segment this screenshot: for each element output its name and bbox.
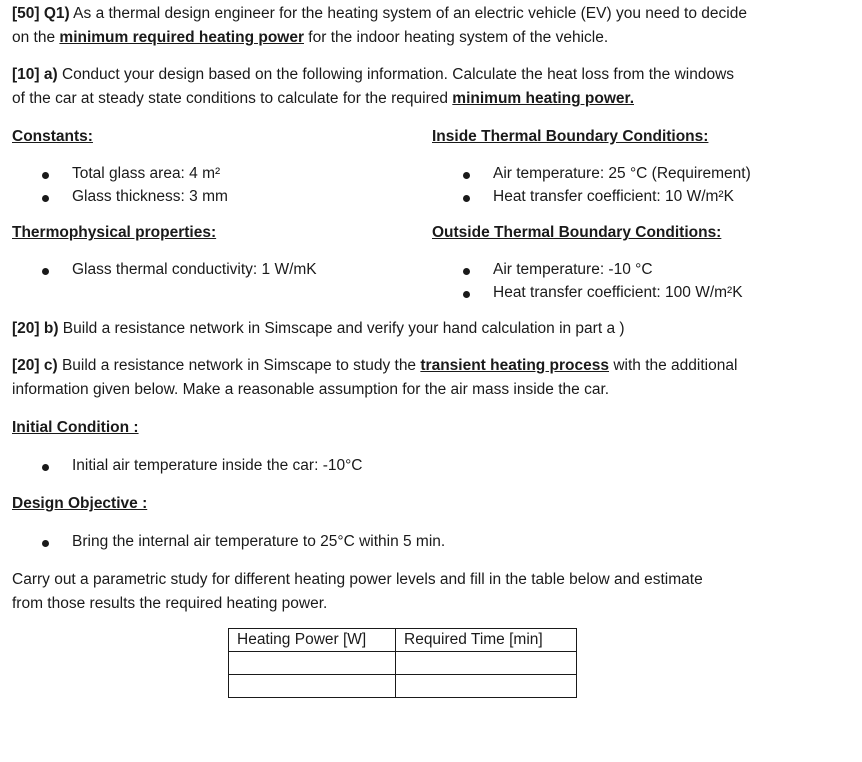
question-1-marks: [50] Q1): [12, 5, 70, 22]
bullet-icon: [463, 195, 470, 202]
parametric-line-1: Carry out a parametric study for different heating power levels and fill in the table below and estimate: [12, 571, 703, 588]
outside-item-text: Heat transfer coefficient: 100 W/m²K: [493, 284, 743, 301]
table-header-row: [229, 629, 577, 652]
table-row: [229, 652, 577, 675]
part-c-marks: [20] c): [12, 357, 58, 374]
bullet-icon: [42, 195, 49, 202]
bullet-icon: [463, 291, 470, 298]
part-c-line-2: information given below. Make a reasonable assumption for the air mass inside the car.: [12, 381, 610, 398]
part-c-text-post: with the additional: [609, 357, 738, 374]
initial-item-temperature: [72, 457, 363, 475]
inside-item-text: Heat transfer coefficient: 10 W/m²K: [493, 188, 734, 205]
outside-item-air-temperature: [493, 261, 653, 279]
question-1-text-pre: on the: [12, 29, 60, 46]
table-cell-heating-power[interactable]: [229, 675, 396, 698]
constants-heading: Constants:: [12, 128, 93, 145]
thermophysical-heading: Thermophysical properties:: [12, 224, 217, 241]
part-a-text: Conduct your design based on the following information. Calculate the heat loss from the windows: [57, 66, 735, 83]
table-cell-required-time[interactable]: [396, 652, 577, 675]
bullet-icon: [463, 172, 470, 179]
part-c-line-1: [12, 357, 737, 375]
constants-item-text: Glass thickness: 3 mm: [72, 188, 228, 205]
part-b-marks: [20] b): [12, 320, 59, 337]
inside-item-heat-transfer: [493, 188, 734, 206]
bullet-icon: [42, 464, 49, 471]
question-1-intro-line-2: [12, 29, 608, 47]
outside-conditions-heading: Outside Thermal Boundary Conditions:: [432, 224, 722, 241]
table-header-heating-power: Heating Power [W]: [229, 629, 396, 652]
inside-item-text: Air temperature: 25 °C (Requirement): [493, 165, 751, 182]
initial-item-text: Initial air temperature inside the car: -10°C: [72, 457, 363, 474]
constants-item-text: Total glass area: 4 m²: [72, 165, 221, 182]
part-b-line: [12, 320, 625, 338]
table-cell-required-time[interactable]: [396, 675, 577, 698]
question-1-text-post: for the indoor heating system of the vehicle.: [304, 29, 609, 46]
bullet-icon: [42, 540, 49, 547]
objective-item-text: Bring the internal air temperature to 25°C within 5 min.: [72, 533, 446, 550]
thermophysical-item-text: Glass thermal conductivity: 1 W/mK: [72, 261, 317, 278]
thermophysical-item-conductivity: [72, 261, 317, 279]
inside-conditions-heading: Inside Thermal Boundary Conditions:: [432, 128, 709, 145]
part-a-marks: [10] a): [12, 66, 58, 83]
bullet-icon: [42, 172, 49, 179]
part-a-line-2: [12, 90, 634, 108]
question-1-text: As a thermal design engineer for the heating system of an electric vehicle (EV) you need to decide: [69, 5, 747, 22]
inside-item-air-temperature: [493, 165, 751, 183]
constants-item-glass-area: [72, 165, 220, 183]
part-c-text-pre: Build a resistance network in Simscape to study the: [57, 357, 421, 374]
design-objective-heading: Design Objective :: [12, 495, 148, 512]
outside-item-heat-transfer: [493, 284, 743, 302]
part-a-text-pre: of the car at steady state conditions to calculate for the required: [12, 90, 453, 107]
initial-condition-heading: Initial Condition :: [12, 419, 139, 436]
part-a-emphasis: minimum heating power.: [452, 90, 635, 107]
table-header-required-time: Required Time [min]: [396, 629, 577, 652]
constants-item-glass-thickness: [72, 188, 228, 206]
table-cell-heating-power[interactable]: [229, 652, 396, 675]
objective-item: [72, 533, 445, 551]
question-1-intro-line-1: [12, 5, 747, 23]
table-row: [229, 675, 577, 698]
parametric-line-2: from those results the required heating power.: [12, 595, 328, 612]
transient-heating-emphasis: transient heating process: [420, 357, 610, 374]
part-a-line-1: [12, 66, 734, 84]
bullet-icon: [463, 268, 470, 275]
minimum-heating-power-emphasis: minimum required heating power: [59, 29, 304, 46]
part-b-text: Build a resistance network in Simscape and verify your hand calculation in part a ): [58, 320, 625, 337]
outside-item-text: Air temperature: -10 °C: [493, 261, 653, 278]
bullet-icon: [42, 268, 49, 275]
results-table: [228, 628, 577, 698]
